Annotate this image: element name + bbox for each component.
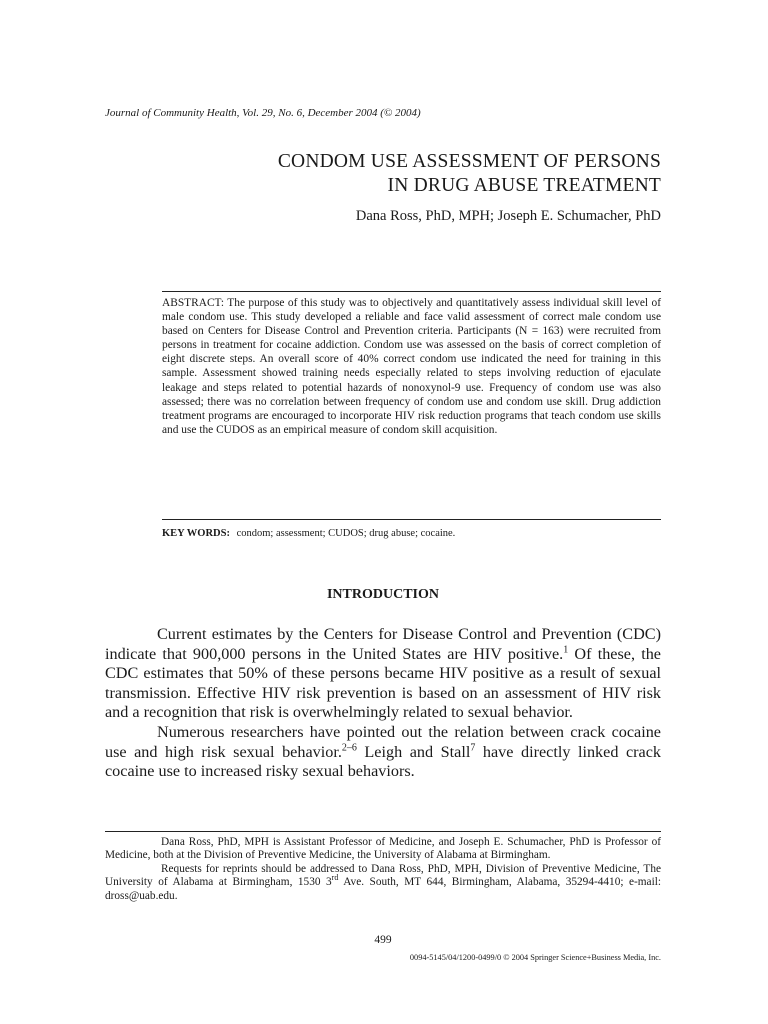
introduction-body [105,625,661,782]
title-line-2: IN DRUG ABUSE TREATMENT [387,175,661,196]
reprints-footnote: Requests for reprints should be addressed to Dana Ross, PhD, MPH, Division of Preventive Medicine, The University of Alabama at Birmingham, 1530 3rd Ave. South, MT 644, Birmingham, Alabama, 35294-4410; e-mail: dross@uab.edu. [105,862,661,902]
abstract-top-rule [162,291,661,292]
citation-ref: 7 [470,742,476,754]
keywords-list: condom; assessment; CUDOS; drug abuse; cocaine. [236,528,456,539]
paragraph: Current estimates by the Centers for Disease Control and Prevention (CDC) indicate that 900,000 persons in the United States are HIV positive.$^1$ Of these, the CDC estimates that 50% of these persons became HIV positive as a result of sexual transmission. Effective HIV risk prevention is based on an assessment of HIV risk and a recognition that risk is overwhelmingly related to sexual behavior. [105,625,661,722]
article-title [105,150,661,198]
paragraph: Numerous researchers have pointed out the relation between crack cocaine use and high risk sexual behavior.$^{2-6}$ Leigh and Stall$^7$ have directly linked crack cocaine use to increased risky sexual behaviors. [105,722,662,781]
author-list: Dana Ross, PhD, MPH; Joseph E. Schumacher, PhD [355,208,661,224]
running-head: Journal of Community Health, Vol. 29, No. 6, December 2004 (© 2004) [105,107,421,119]
abstract: ABSTRACT: The purpose of this study was to objectively and quantitatively assess individual skill level of male condom use. This study developed a reliable and face valid assessment of correct male condom use based on Centers for Disease Control and Prevention criteria. Participants (N = 163) were recruited from persons in treatment for cocaine addiction. Condom use was assessed on the basis of correct completion of eight discrete steps. An overall score of 40% correct condom use indicated the need for training in this sample. Assessment showed training needs especially related to steps involving reduction of ejaculate leakage and steps related to potential hazards of nonoxynol-9 use. Frequency of condom use was also assessed; there was no correlation between frequency of condom use and condom use skill. Drug addiction treatment programs are encouraged to incorporate HIV risk reduction programs that teach condom use skills and use the CUDOS as an empirical measure of condom skill acquisition. [162,297,661,436]
page-number: 499 [374,934,392,946]
keywords-label: KEY WORDS: [162,528,230,539]
footnote-rule [105,831,661,832]
section-heading-introduction: INTRODUCTION [326,587,439,602]
copyright-line: 0094-5145/04/1200-0499/0 © 2004 Springer Science+Business Media, Inc. [409,953,661,962]
title-line-1: CONDOM USE ASSESSMENT OF PERSONS [277,151,661,172]
citation-ref: 2–6 [341,742,357,754]
footnotes [105,836,661,903]
affiliation-footnote: Dana Ross, PhD, MPH is Assistant Professor of Medicine, and Joseph E. Schumacher, PhD is Professor of Medicine, both at the Division of Preventive Medicine, the University of Alabama at Birmingham. [105,836,661,862]
abstract-bottom-rule [162,519,661,520]
citation-ref: 1 [563,644,569,656]
keywords [162,528,661,539]
